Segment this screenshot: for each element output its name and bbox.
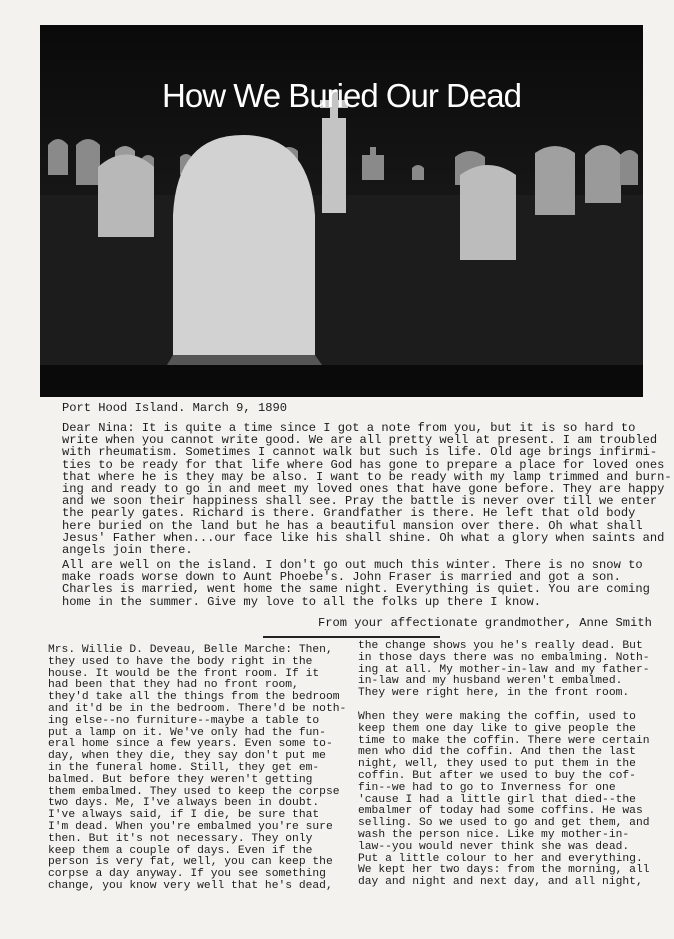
article-title: How We Buried Our Dead <box>162 77 521 114</box>
letter-dateline: Port Hood Island. March 9, 1890 <box>62 401 287 415</box>
section-divider <box>263 636 440 638</box>
letter-paragraph-2: All are well on the island. I don't go out much this winter. There is no snow to make roads worse down to Aunt Phoebe's. John Fraser is married and got a son. Charles is married, went home the same night. Everything is quiet. You are coming home in the summer. Give my love to all the folks up there I know. <box>62 558 650 609</box>
graveyard-photo <box>40 25 643 397</box>
interview-right-paragraph-2: When they were making the coffin, used to keep them one day like to give people the time to make the coffin. There were certain men who did the coffin. And then the last night, well, they used to put them in the coffin. But after we used to buy the cof- fin--we had to go to Inverness for one 'cause I had a little girl that died--the embalmer of today had some coffins. He was selling. So we used to go and get them, and wash the person nice. Like my mother-in- law--you would never think she was dead. Put a little colour to her and everything. We kept her two days: from the morning, all day and night and next day, and all night, <box>358 711 650 889</box>
interview-left-column: Mrs. Willie D. Deveau, Belle Marche: Then, they used to have the body right in the house. It would be the front room. If it had been that they had no front room, they'd take all the things from the bedroom and it'd be in the bedroom. There'd be noth- ing else--no furniture--maybe a table to put a lamp on it. We've only had the fun- eral home since a few years. Even some to- day, when they die, they say don't put me in the funeral home. Still, they get em- balmed. But before they weren't getting them embalmed. They used to keep the corpse two days. Me, I've always been in doubt. I've always said, if I die, be sure that I'm dead. When you're embalmed you're sure then. But it's not necessary. They only keep them a couple of days. Even if the person is very fat, well, you can keep the corpse a day anyway. If you see something change, you know very well that he's dead, <box>48 644 347 892</box>
letter-paragraph-1: Dear Nina: It is quite a time since I got a note from you, but it is so hard to write when you cannot write good. We are all pretty well at present. I am troubled with rheumatism. Sometimes I cannot walk but such is life. Old age brings infirmi- ties to be ready for that life where God has gone to prepare a place for loved ones that where he is they may be also. I want to be ready with my lamp trimmed and burn- ing and ready to go in and meet my loved ones that have gone before. They are happy and we soon their happiness shall see. Pray the battle is never over till we enter the pearly gates. Richard is there. Grandfather is there. He left that old body here buried on the land but he has a beautiful mansion over there. Oh what shall Jesus' Father when...our face like his shall shine. Oh what a glory when saints and angels join there. <box>62 421 672 558</box>
interview-right-paragraph-1: the change shows you he's really dead. But in those days there was no embalming. Noth- ing at all. My mother-in-law and my father- in-law and my husband weren't embalmed. They were right here, in the front room. <box>358 640 650 700</box>
letter-signature: From your affectionate grandmother, Anne Smith <box>318 616 652 630</box>
